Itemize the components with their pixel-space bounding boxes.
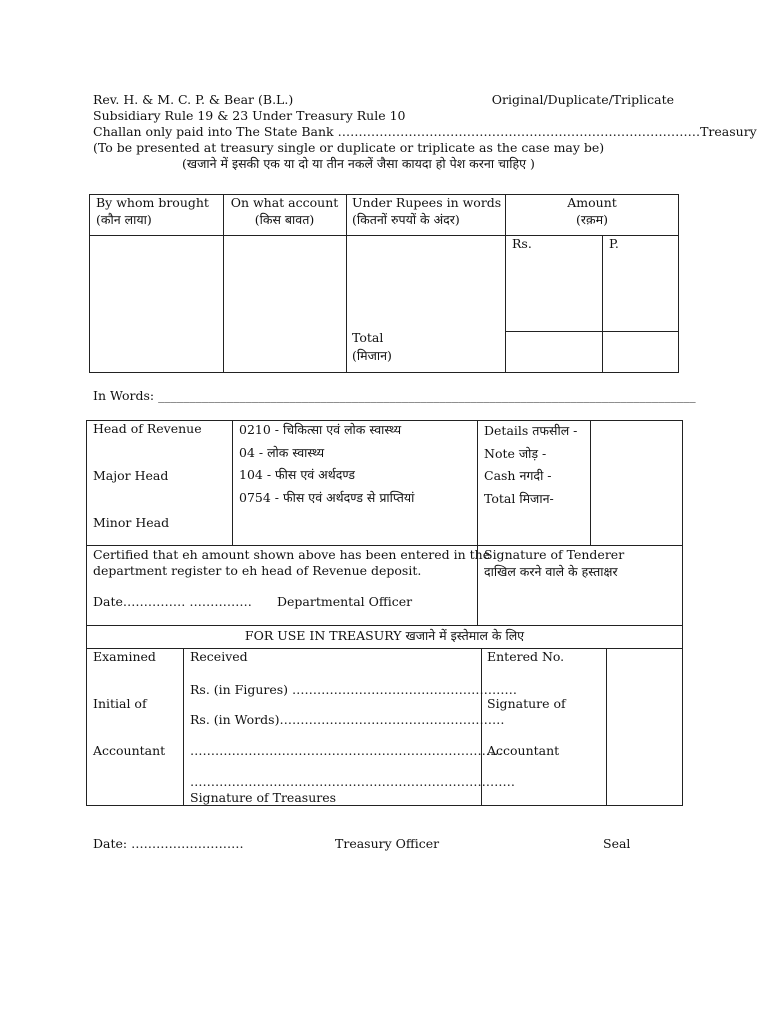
treasurer-signature-label: Signature of Treasures (190, 790, 337, 805)
presentation-note-hindi: (खजाने में इसकी एक या दो या तीन नकलें जैसा कायदा हो पेश करना चाहिए ) (182, 156, 535, 171)
minor-head-label: Minor Head (93, 515, 170, 530)
presentation-note: (To be presented at treasury single or duplicate or triplicate as the case may be) (93, 140, 605, 155)
certification-line-1: Certified that eh amount shown above has been entered in the (93, 547, 491, 562)
received-label: Received (190, 649, 248, 664)
col-by-whom-brought-hindi: (कौन लाया) (96, 212, 152, 227)
revenue-code-0210: 0210 - चिकित्सा एवं लोक स्वास्थ्य (239, 422, 402, 437)
paise-label: P. (609, 236, 619, 251)
col-rupees-in-words-hindi: (कितनों रुपयों के अंदर) (352, 212, 460, 227)
tenderer-signature-label: Signature of Tenderer (484, 547, 625, 562)
total-label-hindi: (मिजान) (352, 348, 392, 363)
rupees-in-figures-line: Rs. (in Figures) ……………………………………………… (190, 682, 518, 697)
in-words-line: In Words: ______________________________________________________________________________________ (93, 388, 696, 403)
col-on-what-account: On what account (230, 195, 339, 210)
total-detail-label: Total मिजान- (484, 491, 554, 506)
cash-label: Cash नगदी - (484, 468, 552, 483)
tenderer-signature-hindi: दाखिल करने वाले के हस्ताक्षर (484, 564, 618, 579)
blank-dotted-line-2: …………………………………………………………………… (190, 774, 515, 789)
rupees-label: Rs. (512, 236, 532, 251)
copy-type: Original/Duplicate/Triplicate (491, 92, 674, 107)
treasury-use-heading: FOR USE IN TREASURY खजाने में इस्तेमाल के लिए (244, 628, 525, 643)
total-label: Total (352, 330, 384, 345)
revenue-code-104: 104 - फीस एवं अर्थदण्ड (239, 467, 355, 482)
col-rupees-in-words: Under Rupees in words (352, 195, 502, 210)
col-on-what-account-hindi: (किस बावत) (254, 212, 315, 227)
col-amount-hindi: (रक़म) (576, 212, 608, 227)
departmental-officer-label: Departmental Officer (277, 594, 413, 609)
accountant-right-label: Accountant (487, 743, 560, 758)
rule-reference: Subsidiary Rule 19 & 23 Under Treasury Rule 10 (93, 108, 406, 123)
blank-dotted-line-1: ………………………………………………………………… (190, 743, 503, 758)
initial-of-label: Initial of (93, 696, 147, 711)
treasury-officer-label: Treasury Officer (335, 836, 440, 851)
examined-label: Examined (93, 649, 156, 664)
certification-line-2: department register to eh head of Revenue deposit. (93, 563, 422, 578)
details-label: Details तफसील - (484, 423, 578, 438)
major-head-label: Major Head (93, 468, 169, 483)
note-label: Note जोड़ - (484, 446, 547, 461)
accountant-left-label: Accountant (93, 743, 166, 758)
revenue-code-04: 04 - लोक स्वास्थ्य (239, 445, 325, 460)
seal-label: Seal (603, 836, 631, 851)
entered-no-label: Entered No. (487, 649, 565, 664)
col-amount: Amount (567, 195, 617, 210)
challan-bank-line: Challan only paid into The State Bank ……………………………………………………………………………Treasury (93, 124, 757, 139)
form-reference: Rev. H. & M. C. P. & Bear (B.L.) (93, 92, 294, 107)
footer-date: Date: ……………………… (93, 836, 244, 851)
rupees-in-words-line: Rs. (in Words)……………………………………………… (190, 712, 505, 727)
certification-date: Date…………… …………… (93, 594, 252, 609)
signature-of-label: Signature of (487, 696, 566, 711)
col-by-whom-brought: By whom brought (96, 195, 209, 210)
head-of-revenue-label: Head of Revenue (93, 421, 202, 436)
revenue-code-0754: 0754 - फीस एवं अर्थदण्ड से प्राप्तियां (239, 490, 415, 505)
